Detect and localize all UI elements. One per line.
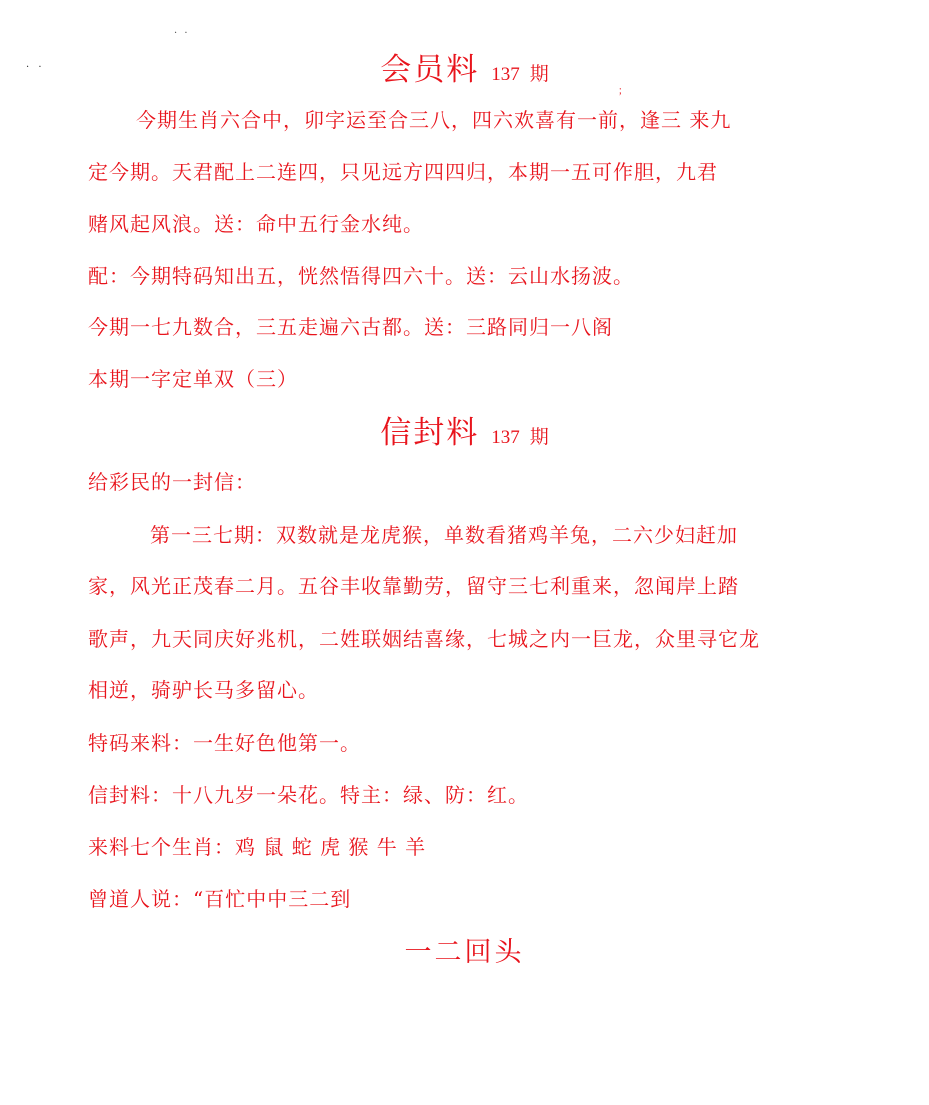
- section-title: 信封料: [380, 415, 480, 451]
- paragraph-line: 来料七个生肖：鸡 鼠 蛇 虎 猴 牛 羊: [88, 835, 427, 859]
- paragraph-line: 给彩民的一封信：: [88, 470, 256, 494]
- paragraph-line: 今期生肖六合中，卯字运至合三八，四六欢喜有一前，逢三 来九: [136, 108, 732, 132]
- paragraph-line: 歌声，九天同庆好兆机，二姓联姻结喜缘，七城之内一巨龙，众里寻它龙: [88, 627, 760, 651]
- paragraph-line: 信封料：十八九岁一朵花。特主：绿、防：红。: [88, 783, 529, 807]
- paragraph-line: 本期一字定单双（三）: [88, 367, 298, 391]
- paragraph-line: 赌风起风浪。送：命中五行金水纯。: [88, 212, 424, 236]
- issue-number: 137: [491, 427, 520, 448]
- paragraph-line: 第一三七期：双数就是龙虎猴，单数看猪鸡羊兔，二六少妇赶加: [150, 523, 738, 547]
- scan-artifact-mark: ；: [618, 86, 628, 97]
- paragraph-line: 相逆，骑驴长马多留心。: [88, 678, 319, 702]
- scan-artifact-dots: · ·: [174, 28, 190, 39]
- section-heading-envelope: [0, 407, 929, 452]
- paragraph-line: 今期一七九数合，三五走遍六古都。送：三路同归一八阁: [88, 315, 613, 339]
- paragraph-line: 特码来料：一生好色他第一。: [88, 731, 361, 755]
- issue-suffix: 期: [529, 426, 549, 448]
- issue-number: 137: [491, 64, 520, 85]
- paragraph-line: 配：今期特码知出五，恍然悟得四六十。送：云山水扬波。: [88, 264, 634, 288]
- closing-line: 一二回头: [404, 937, 525, 968]
- paragraph-line: 定今期。天君配上二连四，只见远方四四归，本期一五可作胆，九君: [88, 160, 718, 184]
- issue-suffix: 期: [529, 63, 549, 85]
- paragraph-line: 家，风光正茂春二月。五谷丰收靠勤劳，留守三七利重来，忽闻岸上踏: [88, 574, 739, 598]
- paragraph-line: 曾道人说：“百忙中中三二到: [88, 887, 352, 911]
- scan-artifact-dots: · ·: [26, 62, 45, 73]
- section-title: 会员料: [380, 52, 480, 88]
- section-heading-members: [0, 44, 929, 89]
